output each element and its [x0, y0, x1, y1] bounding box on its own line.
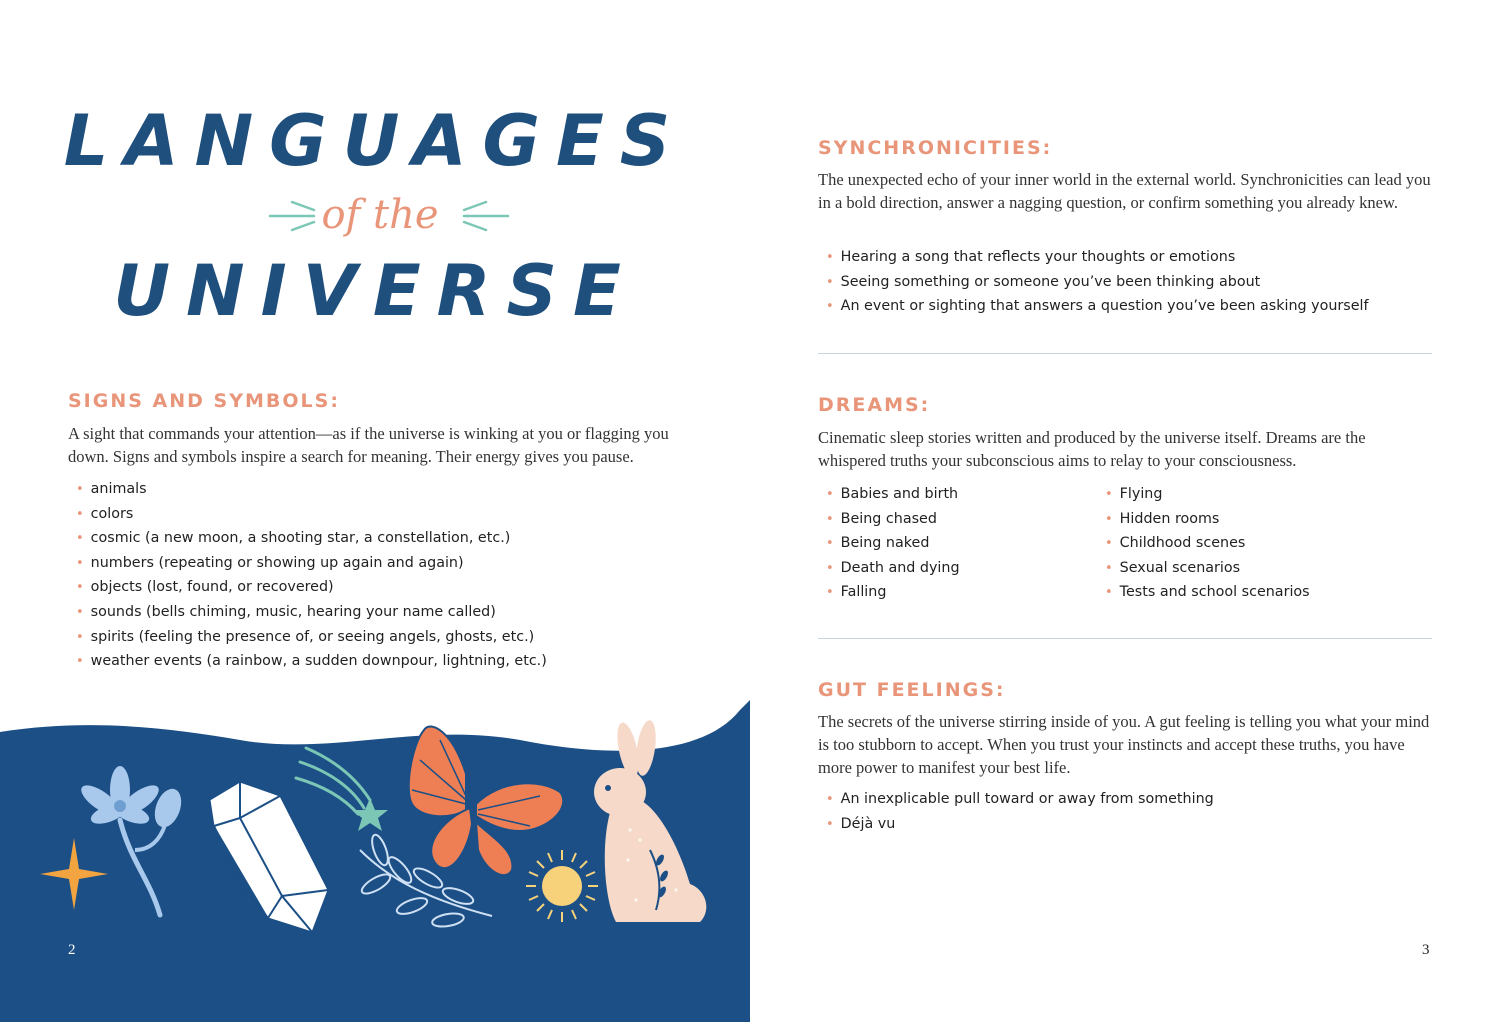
- list-item: • Being chased: [826, 507, 960, 532]
- dreams-description: Cinematic sleep stories written and produced by the universe itself. Dreams are the whispered truths your subconscious aims to relay to your consciousness.: [818, 428, 1366, 470]
- list-item: • Seeing something or someone you’ve been thinking about: [826, 270, 1369, 295]
- list-item: • numbers (repeating or showing up again and again): [76, 551, 547, 576]
- list-item: • weather events (a rainbow, a sudden downpour, lightning, etc.): [76, 649, 547, 674]
- section-divider: [818, 638, 1432, 639]
- list-item: • animals: [76, 477, 547, 502]
- dreams-list-col2: [1105, 482, 1310, 605]
- list-item: • cosmic (a new moon, a shooting star, a constellation, etc.): [76, 526, 547, 551]
- right-flourish-icon: [436, 196, 516, 240]
- signs-description: A sight that commands your attention—as if the universe is winking at you or flagging you down. Signs and symbols inspire a search for meaning. Their energy gives you pause.: [68, 424, 669, 466]
- list-item: • An inexplicable pull toward or away from something: [826, 787, 1214, 812]
- dreams-list-col1: [826, 482, 960, 605]
- list-item: • objects (lost, found, or recovered): [76, 575, 547, 600]
- synchronicities-list: [826, 245, 1369, 319]
- signs-heading: SIGNS AND SYMBOLS:: [68, 390, 340, 412]
- list-item: • colors: [76, 502, 547, 527]
- list-item: • Flying: [1105, 482, 1310, 507]
- synchronicities-heading: SYNCHRONICITIES:: [818, 137, 1053, 159]
- list-item: • Falling: [826, 580, 960, 605]
- list-item: • Being naked: [826, 531, 960, 556]
- list-item: • Sexual scenarios: [1105, 556, 1310, 581]
- list-item: • Déjà vu: [826, 812, 1214, 837]
- list-item: • Hidden rooms: [1105, 507, 1310, 532]
- section-divider: [818, 353, 1432, 354]
- list-item: • An event or sighting that answers a question you’ve been asking yourself: [826, 294, 1369, 319]
- title-of-the: of the: [321, 192, 439, 238]
- synchronicities-description: The unexpected echo of your inner world in the external world. Synchronicities can lead you in a bold direction, answer a nagging question, or confirm something you already knew.: [818, 170, 1431, 212]
- title-line-universe: UNIVERSE: [113, 250, 637, 332]
- gut-feelings-heading: GUT FEELINGS:: [818, 679, 1006, 701]
- right-page: [750, 0, 1500, 1022]
- list-item: • spirits (feeling the presence of, or seeing angels, ghosts, etc.): [76, 625, 547, 650]
- dreams-heading: DREAMS:: [818, 394, 931, 416]
- list-item: • Tests and school scenarios: [1105, 580, 1310, 605]
- list-item: • sounds (bells chiming, music, hearing your name called): [76, 600, 547, 625]
- list-item: • Death and dying: [826, 556, 960, 581]
- gut-feelings-description: The secrets of the universe stirring inside of you. A gut feeling is telling you what your mind is too stubborn to accept. When you trust your instincts and accept these truths, you have more power to manifest your best life.: [818, 712, 1430, 777]
- signs-list: [76, 477, 547, 674]
- gut-feelings-list: [826, 787, 1214, 836]
- page-number-left: 2: [68, 942, 76, 958]
- illustration-panel: [0, 700, 750, 1022]
- page-number-right: 3: [1422, 942, 1430, 958]
- list-item: • Babies and birth: [826, 482, 960, 507]
- list-item: • Childhood scenes: [1105, 531, 1310, 556]
- list-item: • Hearing a song that reflects your thoughts or emotions: [826, 245, 1369, 270]
- title-line-languages: LANGUAGES: [63, 100, 687, 182]
